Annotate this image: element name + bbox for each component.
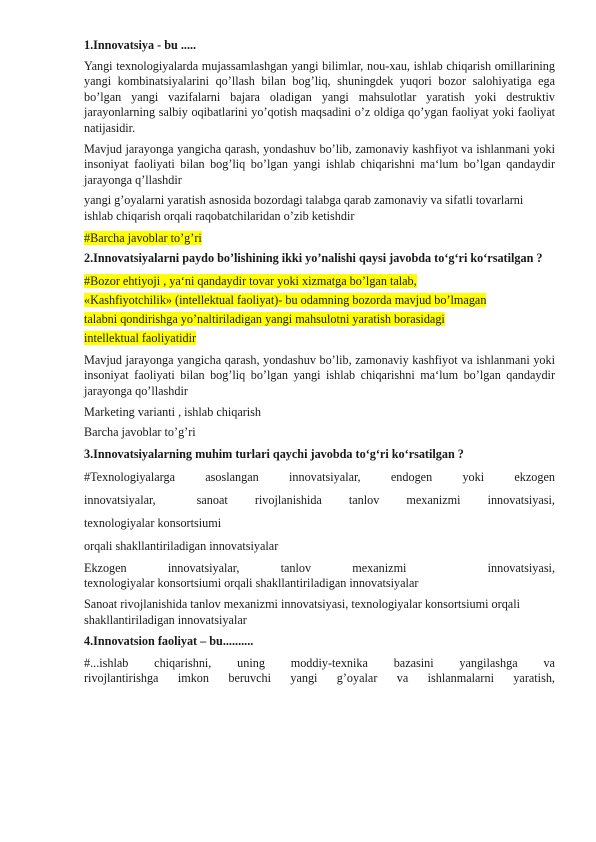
- word: yangi: [290, 671, 318, 686]
- correct-line: #Bozor ehtiyoji , ya‘ni qandaydir tovar yoki xizmatga bo’lgan talab,: [84, 273, 417, 288]
- word: #Texnologiyalarga: [84, 470, 175, 485]
- word: sanoat: [196, 493, 228, 508]
- question-1-answer-b: Mavjud jarayonga yangicha qarash, yondashuv bo’lib, zamonaviy kashfiyot va ishlanmani yoki insoniyat faoliyati bilan bog’liq bo’lgan yangi ishlab chiqarishni ma‘lum bo’lgan qandaydir jarayonga q’llashdir: [84, 141, 555, 187]
- word: bazasini: [393, 655, 434, 670]
- word: beruvchi: [228, 671, 271, 686]
- word: mexanizmi: [406, 493, 461, 508]
- question-4-title: 4.Innovatsion faoliyat – bu..........: [84, 634, 254, 649]
- question-2-correct-answer: [84, 272, 555, 348]
- word: ekzogen: [514, 470, 555, 485]
- word: chiqarishni,: [154, 655, 212, 670]
- word: ishlanmalarni: [427, 671, 494, 686]
- answer-line: shakllantiriladigan innovatsiyalar: [84, 612, 247, 627]
- question-3-answer-b: [84, 561, 555, 592]
- word: tanlov: [280, 560, 312, 575]
- word: va: [543, 655, 555, 670]
- correct-line: intellektual faoliyatidir: [84, 330, 197, 345]
- correct-line: texnologiyalar konsortsiumi: [84, 516, 222, 531]
- word: innovatsiyasi,: [487, 560, 555, 575]
- question-3-title: [84, 447, 555, 463]
- word: rivojlanishida: [254, 493, 322, 508]
- question-1-answer-c: yangi g’oyalarni yaratish asnosida bozordagi talabga qarab zamonaviy va sifatli tovarlarni ishlab chiqarish orqali raqobatchilaridan o’zib ketishdir: [84, 193, 524, 223]
- answer-line: Sanoat rivojlanishida tanlov mexanizmi innovatsiyasi, texnologiyalar konsortsiumi orqali: [84, 597, 520, 612]
- word: Ekzogen: [84, 560, 127, 575]
- question-3-answer-a: orqali shakllantiriladigan innovatsiyalar: [84, 539, 279, 554]
- question-1-correct-answer: #Barcha javoblar to’g’ri: [84, 230, 202, 245]
- word: uning: [237, 655, 265, 670]
- word: mexanizmi: [352, 560, 407, 575]
- word: innovatsiyalar,: [84, 493, 156, 508]
- question-2-answer-a: Mavjud jarayonga yangicha qarash, yondashuv bo’lib, zamonaviy kashfiyot va ishlanmani yoki insoniyat faoliyati bilan bog’liq bo’lgan yangi ishlab chiqarishni ma‘lum bo’lgan qandaydir jarayonga qo’llashdir: [84, 352, 555, 398]
- word: endogen: [390, 470, 433, 485]
- question-1-title: 1.Innovatsiya - bu .....: [84, 38, 197, 52]
- document-page: [84, 38, 555, 687]
- question-3-answer-c: [84, 597, 555, 628]
- word: asoslangan: [205, 470, 259, 485]
- correct-line: «Kashfiyotchilik» (intellektual faoliyat)- bu odamning bozorda mavjud bo’lmagan: [84, 292, 487, 307]
- word: innovatsiyalar,: [289, 470, 361, 485]
- question-2-title: 2.Innovatsiyalarni paydo bo’lishining ikki yo’nalishi qaysi javobda to‘g‘ri ko‘rsatilgan ?: [84, 251, 543, 266]
- word: yoki: [462, 470, 485, 485]
- word: innovatsiyalar,: [167, 560, 240, 575]
- question-2-answer-c: Barcha javoblar to’g’ri: [84, 425, 196, 440]
- word: va: [396, 671, 409, 686]
- answer-line: texnologiyalar konsortsiumi orqali shakllantiriladigan innovatsiyalar: [84, 576, 419, 591]
- question-3-title-text: 3.Innovatsiyalarning muhim turlari qaychi javobda to‘g‘ri ko‘rsatilgan ?: [84, 446, 464, 461]
- word: rivojlantirishga: [84, 671, 159, 686]
- word: #...ishlab: [84, 655, 129, 670]
- word: tanlov: [348, 493, 380, 508]
- word: innovatsiyasi,: [487, 493, 555, 508]
- word: moddiy-texnika: [290, 655, 368, 670]
- question-3-correct-answer: [84, 467, 555, 533]
- question-4-answer: [84, 656, 555, 687]
- question-2-answer-b: Marketing varianti , ishlab chiqarish: [84, 404, 262, 419]
- word: g’oyalar: [336, 671, 378, 686]
- question-1-answer-a: Yangi texnologiyalarda mujassamlashgan yangi bilimlar, nou-xau, ishlab chiqarish omillarining yangi kombinatsiyalarini qo’llash bilan bog’liq, shuningdek yuqori bozor salohiyatiga ega bo’lgan yangi vazifalarni bajara oladigan yangi mahsulotlar yaratish yoki destruktiv jarayonlarning salbiy oqibatlarini yo’qotish maqsadini o’z oldiga qo’ygan faoliyat yoki faoliyat natijasidir.: [84, 58, 555, 135]
- word: yangilashga: [459, 655, 518, 670]
- correct-line: talabni qondirishga yo’naltiriladigan yangi mahsulotni yaratish borasidagi: [84, 311, 445, 326]
- word: imkon: [177, 671, 209, 686]
- word: yaratish,: [513, 671, 555, 686]
